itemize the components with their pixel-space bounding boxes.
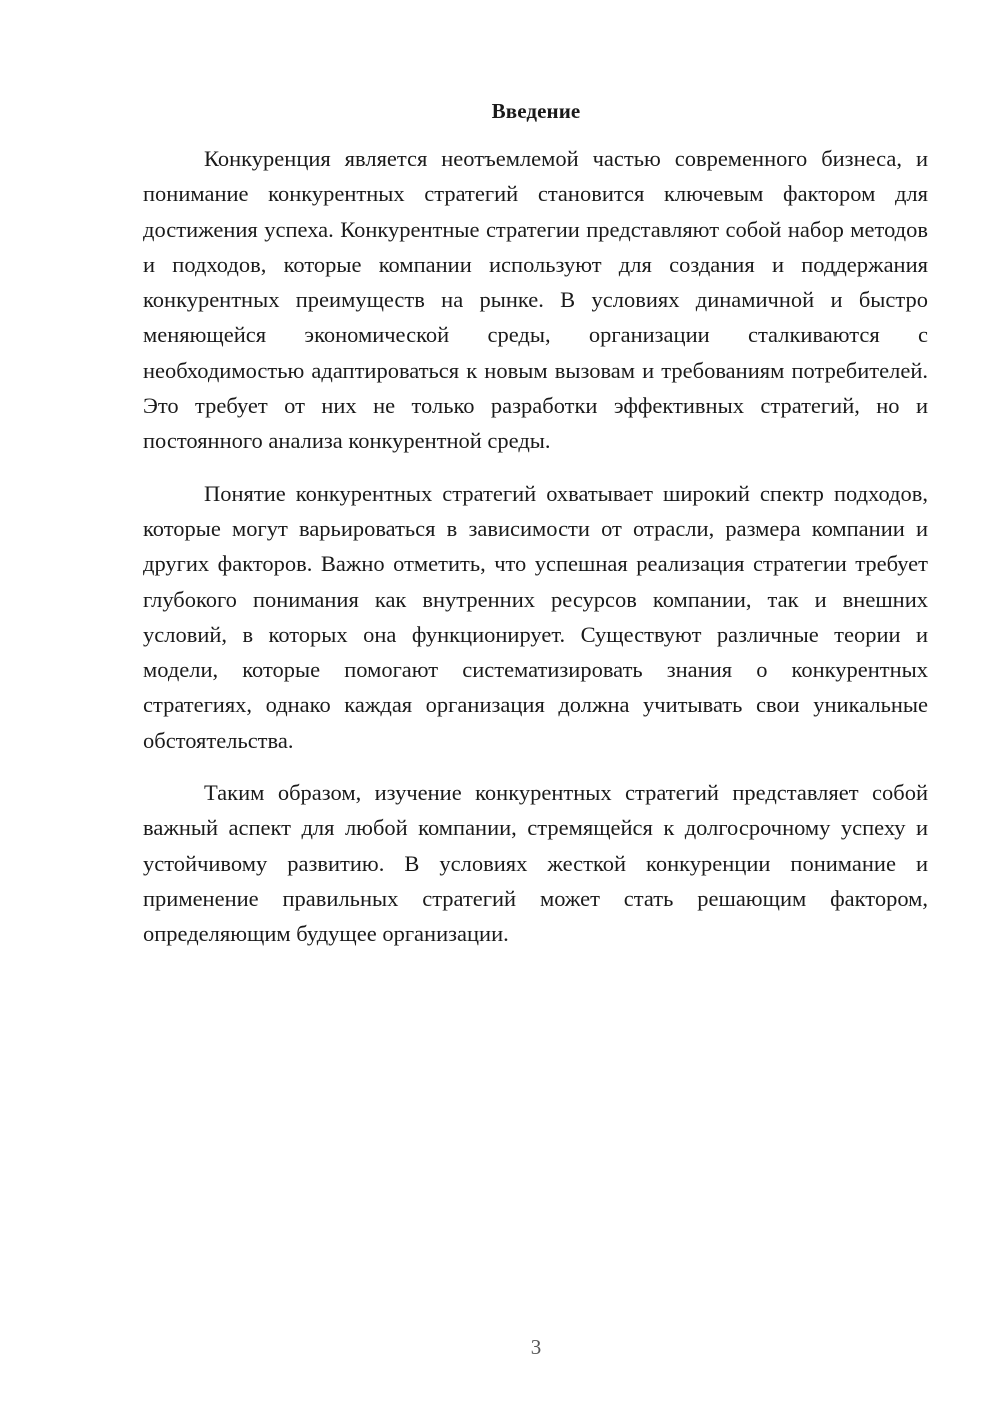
- section-title: Введение: [491, 99, 581, 123]
- paragraph-3: Таким образом, изучение конкурентных стратегий представляет собой важный аспект для любой компании, стремящейся к долгосрочному успеху и устойчивому развитию. В условиях жесткой конкуренции понимание и применение правильных стратегий может стать решающим фактором, определяющим будущее организации.: [143, 780, 928, 947]
- paragraph-2: Понятие конкурентных стратегий охватывает широкий спектр подходов, которые могут варьироваться в зависимости от отрасли, размера компании и других факторов. Важно отметить, что успешная реализация стратегии требует глубокого понимания как внутренних ресурсов компании, так и внешних условий, в которых она функционирует. Существуют различные теории и модели, которые помогают систематизировать знания о конкурентных стратегиях, однако каждая организация должна учитывать свои уникальные обстоятельства.: [143, 480, 928, 753]
- paragraph-1: Конкуренция является неотъемлемой частью современного бизнеса, и понимание конкурентных стратегий становится ключевым фактором для достижения успеха. Конкурентные стратегии представляют собой набор методов и подходов, которые компании используют для создания и поддержания конкурентных преимуществ на рынке. В условиях динамичной и быстро меняющейся экономической среды, организации сталкиваются с необходимостью адаптироваться к новым вызовам и требованиям потребителей. Это требует от них не только разработки эффективных стратегий, но и постоянного анализа конкурентной среды.: [143, 146, 928, 454]
- page-number: 3: [530, 1335, 542, 1359]
- body-text: [143, 141, 928, 969]
